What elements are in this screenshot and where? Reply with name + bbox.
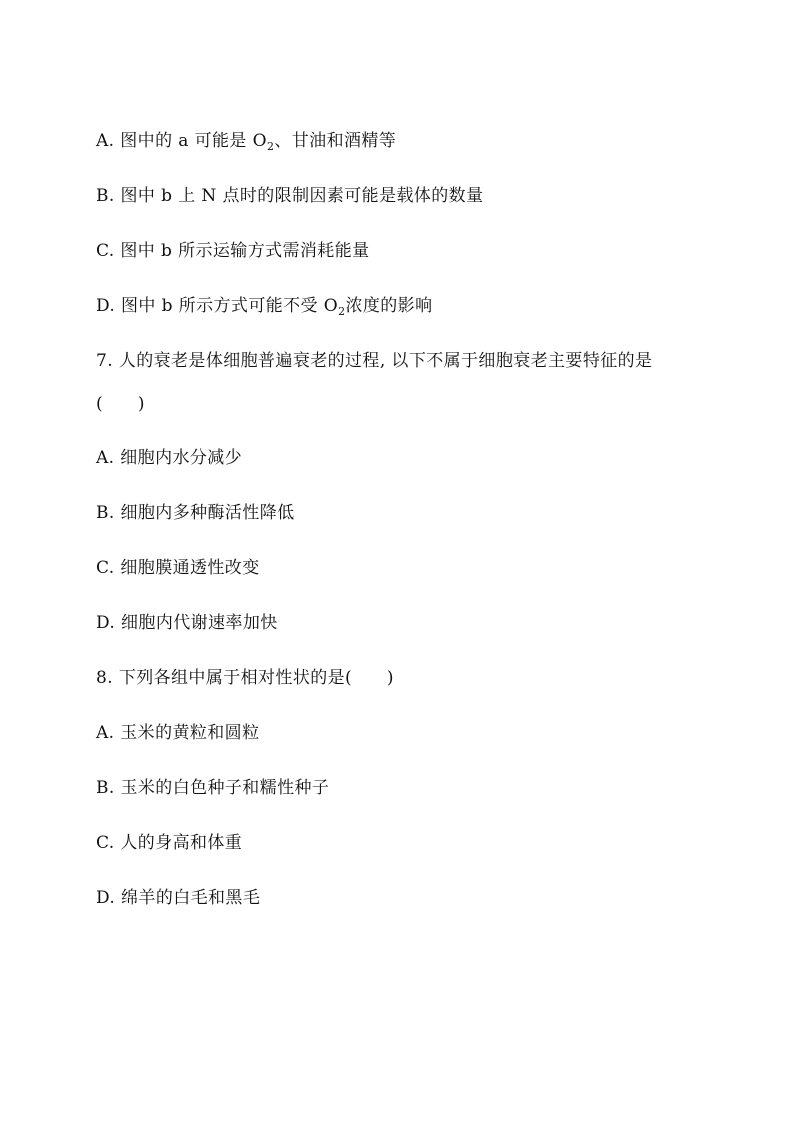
q6-option-d-text: D. 图中 b 所示方式可能不受 O: [96, 296, 339, 316]
q6-option-a: [96, 131, 396, 151]
q6-option-a-text: A. 图中的 a 可能是 O: [96, 131, 267, 151]
o2-subscript: 2: [266, 140, 275, 153]
q7-stem: 7. 人的衰老是体细胞普遍衰老的过程, 以下不属于细胞衰老主要特征的是: [96, 351, 653, 371]
q6-option-d: [96, 296, 432, 316]
q8-option-b: B. 玉米的白色种子和糯性种子: [96, 778, 330, 798]
q6-option-a-text-end: 、甘油和酒精等: [274, 131, 397, 151]
q6-option-b: B. 图中 b 上 N 点时的限制因素可能是载体的数量: [96, 186, 484, 206]
q7-answer-blank: ( ): [96, 394, 145, 414]
q7-option-a: A. 细胞内水分减少: [96, 448, 243, 468]
o2-subscript: 2: [338, 305, 346, 318]
q8-option-c: C. 人的身高和体重: [96, 833, 243, 853]
q8-stem: 8. 下列各组中属于相对性状的是( ): [96, 668, 394, 688]
q7-option-d: D. 细胞内代谢速率加快: [96, 613, 278, 633]
q8-option-a: A. 玉米的黄粒和圆粒: [96, 723, 260, 743]
q6-option-c: C. 图中 b 所示运输方式需消耗能量: [96, 241, 370, 261]
q8-option-d: D. 绵羊的白毛和黑毛: [96, 888, 261, 908]
q6-option-d-text-end: 浓度的影响: [345, 296, 433, 316]
q7-option-b: B. 细胞内多种酶活性降低: [96, 503, 295, 523]
q7-option-c: C. 细胞膜通透性改变: [96, 558, 260, 578]
